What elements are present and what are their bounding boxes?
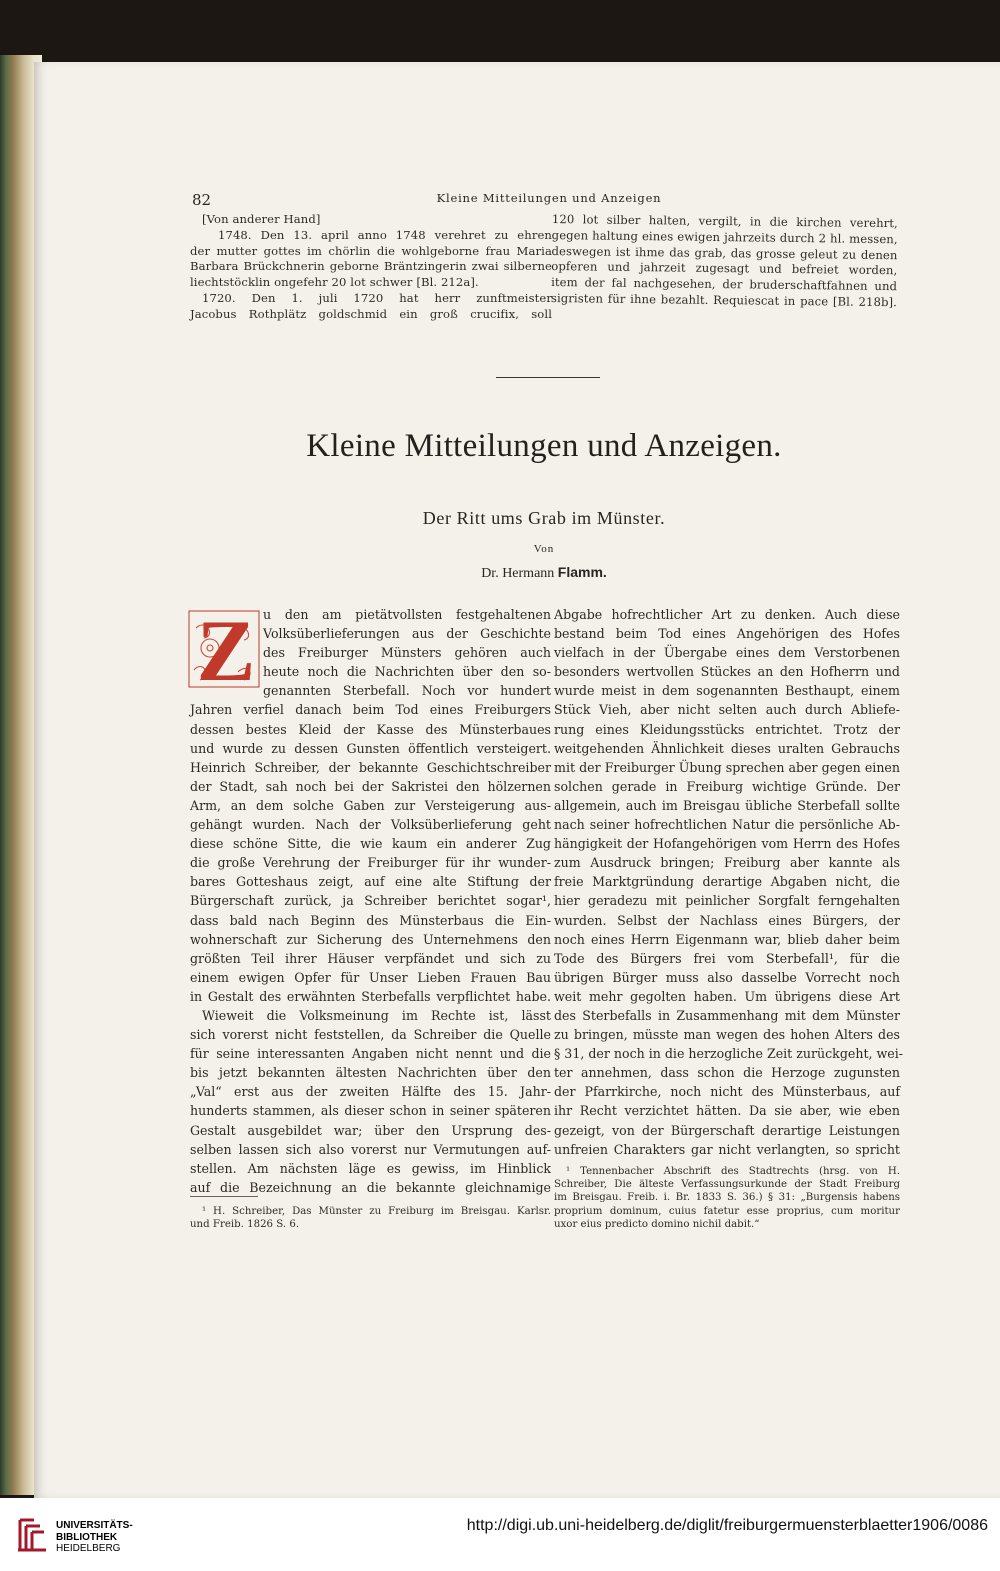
- text-line: allgemein, auch im Breisgau übliche Sterbefall sollte: [554, 797, 900, 813]
- text-line: der mutter gottes im chörlin die wohlgeborne frau Maria: [190, 243, 552, 258]
- text-line: Wieweit die Volksmeinung im Rechte ist, lässt: [202, 1007, 551, 1023]
- byline-von: Von: [533, 543, 555, 555]
- text-line: Bürgerschaft zurück, ja Schreiber berichtet sogar¹,: [190, 893, 551, 909]
- text-line: Volksüberlieferungen aus der Geschichte: [263, 626, 551, 642]
- text-line: [Von anderer Hand]: [202, 212, 321, 226]
- text-line: dessen bestes Kleid der Kasse des Münsterbaues: [190, 721, 551, 737]
- footnote-line: Schreiber, Die älteste Verfassungsurkunde der Stadt Freiburg: [554, 1179, 900, 1191]
- text-line: nach seiner hofrechtlichen Natur die persönliche Ab-: [554, 817, 900, 833]
- text-line: zu bringen, müsste man wegen des hohen Alters des: [554, 1027, 900, 1043]
- text-line: weit mehr gegolten haben. Um übrigens diese Art: [554, 988, 900, 1004]
- text-line: Jacobus Rothplätz goldschmid ein groß crucifix, soll: [190, 306, 552, 321]
- left-body-column: [190, 605, 551, 1197]
- text-line: genannten Sterbefall. Noch vor hundert: [263, 683, 551, 699]
- text-line: auf die Bezeichnung an die bekannte gleichnamige: [190, 1179, 551, 1195]
- text-line: bares Gotteshaus zeigt, auf eine alte Stiftung der: [190, 874, 551, 890]
- text-line: u den am pietätvollsten festgehaltenen: [263, 607, 551, 622]
- text-line: wurden. Selbst der Nachlass eines Bürgers, der: [554, 912, 900, 928]
- text-line: weitgehenden Ähnlichkeit dieses uralten Gebrauchs: [554, 740, 900, 756]
- text-line: § 31, der noch in die herzogliche Zeit zurückgeht, wei-: [554, 1046, 904, 1062]
- text-line: hier geradezu mit peinlicher Sorgfalt ferngehalten: [554, 893, 900, 909]
- article-subtitle: Der Ritt ums Grab im Münster.: [422, 508, 666, 528]
- text-line: Jahren verfiel danach beim Tod eines Freiburgers: [190, 702, 551, 718]
- text-line: hängigkeit der Hofangehörigen vom Herrn des Hofes: [554, 836, 900, 852]
- text-line: besonders wertvollen Stückes an den Hofherrn und: [554, 664, 900, 680]
- author-prefix: Dr. Hermann: [481, 566, 555, 581]
- author-name: Flamm.: [557, 564, 607, 580]
- text-line: mit der Freiburger Übung sprechen aber gegen einen: [554, 759, 900, 775]
- library-name: [56, 1520, 133, 1555]
- text-line: wohnerschaft zur Sicherung des Unternehmens den: [190, 931, 551, 947]
- section-separator-rule: [496, 377, 600, 378]
- text-line: der Pfarrkirche, noch nicht des Münsterbaus, auf: [554, 1084, 900, 1100]
- text-line: sich vorerst nicht feststellen, da Schreiber die Quelle: [190, 1027, 551, 1043]
- text-line: liechtstöcklin ongefehr 20 lot schwer [Bl. 212a].: [190, 275, 479, 290]
- text-line: zum Ausdruck bringen; Freiburg aber kannte als: [554, 855, 900, 871]
- book-page: [34, 62, 1000, 1498]
- right-body-column: [554, 605, 904, 1159]
- text-line: dass bald nach Beginn des Münsterbaus die Ein-: [190, 912, 551, 928]
- library-footer: [0, 1498, 1000, 1571]
- footnote-line: ¹ H. Schreiber, Das Münster zu Freiburg im Breisgau. Karlsr.: [202, 1206, 551, 1217]
- text-line: sigristen für ihne bezahlt. Requiescat in pace [Bl. 218b].: [550, 290, 898, 310]
- footnotes-left: [190, 1205, 551, 1231]
- text-line: selben lassen sich also vorerst nur Vermutungen auf-: [190, 1141, 551, 1157]
- footnote-line: im Breisgau. Freib. i. Br. 1833 S. 36.) § 31: „Burgensis habens: [554, 1192, 900, 1204]
- text-line: solchen gerade in Freiburg wichtige Gründe. Der: [554, 778, 900, 794]
- text-line: übrigen Bürger muss also dasselbe Vorrecht noch: [554, 969, 900, 985]
- text-line: des Sterbefalls in Zusammenhang mit dem Münster: [554, 1007, 900, 1023]
- text-line: hunderts stammen, als dieser schon in seiner späteren: [190, 1103, 551, 1119]
- text-line: opferen und jahrzeit zugesagt und befreiet worden,: [551, 259, 898, 278]
- text-line: vielfach in der Übergabe eines dem Verstorbenen: [554, 645, 900, 661]
- text-line: item der fal nachgesehen, der bruderschaftfahnen und: [551, 275, 898, 294]
- text-line: bis jetzt bekannten ältesten Nachrichten über den: [190, 1065, 551, 1081]
- author-line: [364, 564, 724, 582]
- text-line: gezeigt, von der Bürgerschaft derartige Leistungen: [554, 1122, 900, 1138]
- library-name-line: HEIDELBERG: [56, 1543, 121, 1554]
- footnote-rule-left: [190, 1196, 258, 1197]
- text-line: die große Verehrung der Freiburger für ihr wunder-: [190, 855, 551, 871]
- text-line: Gestalt ausgebildet war; über den Ursprung des-: [190, 1122, 551, 1138]
- article-section-title: Kleine Mitteilungen und Anzeigen.: [306, 428, 782, 464]
- text-line: bestand beim Tod eines Angehörigen des Hofes: [554, 626, 900, 642]
- text-line: „Val“ erst aus der zweiten Hälfte des 15. Jahr-: [190, 1084, 551, 1100]
- text-line: noch eines Herrn Eigenmann war, blieb daher beim: [554, 931, 900, 947]
- text-line: ihr Recht verzichtet hätten. Da sie aber, wie eben: [554, 1103, 900, 1119]
- permalink-url[interactable]: http://digi.ub.uni-heidelberg.de/diglit/freiburgermuensterblaetter1906/0086: [466, 1517, 988, 1534]
- footnotes-right: [554, 1165, 900, 1231]
- drop-cap-letter: Z: [196, 610, 256, 688]
- text-line: Barbara Brückchnerin geborne Bräntzingerin zwai silberne: [190, 259, 552, 274]
- text-line: des Freiburger Münsters gehören auch: [263, 645, 551, 661]
- running-title: Kleine Mitteilungen und Anzeigen: [436, 191, 662, 205]
- text-line: ter annehmen, dass schon die Herzoge zugunsten: [554, 1065, 900, 1081]
- text-line: heute noch die Nachrichten über den so-: [263, 664, 551, 680]
- footnote-line: ¹ Tennenbacher Abschrift des Stadtrechts (hrsg. von H.: [566, 1166, 900, 1177]
- text-line: 1720. Den 1. juli 1720 hat herr zunftmeister: [202, 290, 552, 305]
- text-line: gegen haltung eines ewigen jahrzeits durch 2 hl. messen,: [551, 227, 898, 247]
- text-line: einem ewigen Opfer für Unser Lieben Frauen Bau: [190, 969, 551, 985]
- library-name-line: BIBLIOTHEK: [56, 1531, 118, 1543]
- text-line: stellen. Am nächsten läge es gewiss, im Hinblick: [190, 1160, 551, 1176]
- text-line: Abgabe hofrechtlicher Art zu denken. Auch diese: [554, 607, 900, 622]
- footnote-line: proprium dominum, cuius fatetur esse proprius, cum moritur: [554, 1205, 900, 1217]
- text-line: der Stadt, sah noch bei der Sakristei den hölzernen: [190, 778, 551, 794]
- top-right-column: [551, 212, 898, 311]
- text-line: diese schöne Sitte, die wie kaum ein anderer Zug: [190, 836, 551, 852]
- text-line: 1748. Den 13. april anno 1748 verehret zu ehren: [218, 227, 552, 242]
- text-line: unfreien Charakters gar nicht verlangten, so spricht: [554, 1141, 900, 1157]
- text-line: wurde meist in dem sogenannten Besthaupt, einem: [554, 683, 900, 699]
- text-line: deswegen ist ihme das grab, das grosse geleut zu denen: [551, 243, 898, 262]
- library-logo-icon: [14, 1516, 50, 1554]
- text-line: freie Marktgründung derartige Abgaben nicht, die: [554, 874, 900, 890]
- top-left-column: [190, 212, 552, 323]
- text-line: größten Teil ihrer Häuser verpfändet und sich zu: [190, 950, 551, 966]
- text-line: Arm, an dem solche Gaben zur Versteigerung aus-: [190, 797, 551, 813]
- text-line: 120 lot silber halten, vergilt, in die kirchen verehrt,: [551, 212, 898, 231]
- text-line: Stück Vieh, aber nicht selten auch durch Abliefe-: [554, 702, 900, 718]
- text-line: Tode des Bürgers frei vom Sterbefall¹, für die: [554, 950, 900, 966]
- text-line: Heinrich Schreiber, der bekannte Geschichtschreiber: [190, 759, 551, 775]
- text-line: gehängt wurden. Nach der Volksüberlieferung geht: [190, 817, 551, 833]
- text-line: für seine interessanten Angaben nicht nennt und die: [190, 1046, 551, 1062]
- library-name-line: UNIVERSITÄTS-: [56, 1520, 133, 1531]
- footnote-line: uxor eius predicto domino nichil dabit.“: [554, 1218, 760, 1230]
- page-number: 82: [192, 191, 212, 209]
- text-line: in Gestalt des erwähnten Sterbefalls verpflichtet habe.: [190, 988, 551, 1004]
- text-line: rung eines Kleidungsstücks entrichtet. Trotz der: [554, 721, 900, 737]
- text-line: und wurde zu dessen Gunsten öffentlich versteigert.: [190, 740, 551, 756]
- footnote-line: und Freib. 1826 S. 6.: [190, 1219, 300, 1231]
